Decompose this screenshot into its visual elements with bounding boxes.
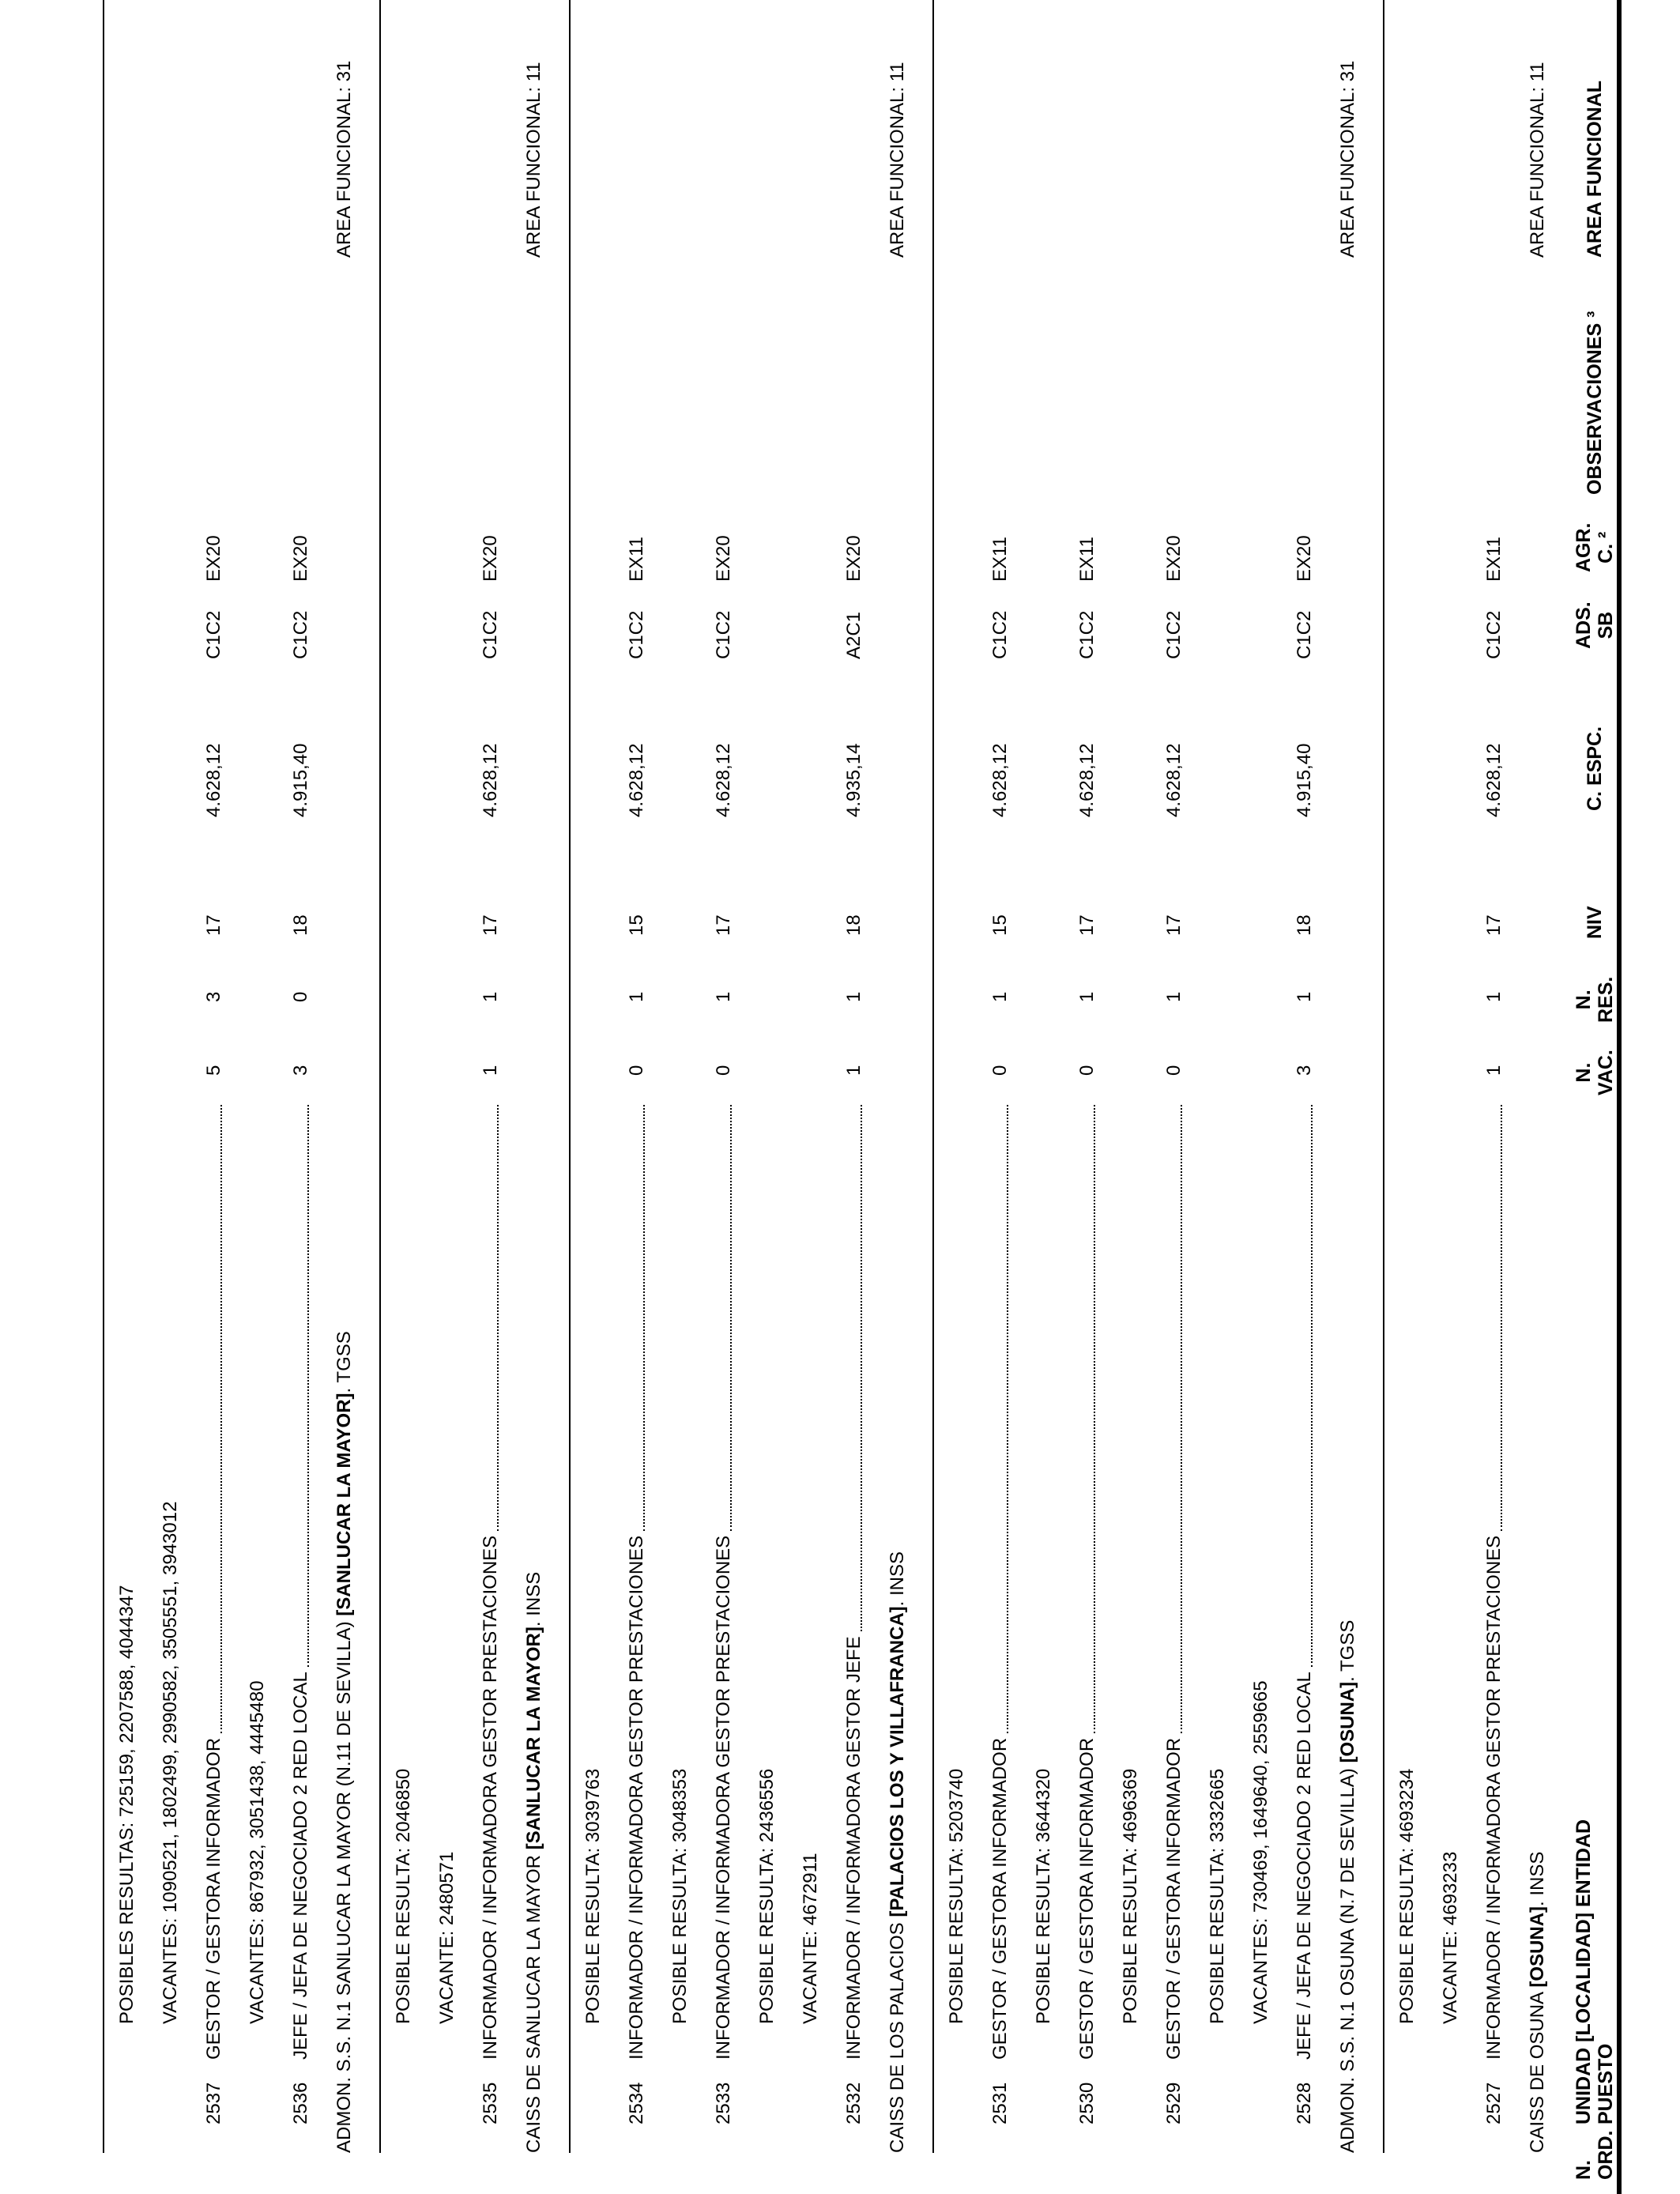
row-c-espc: 4.628,12	[1076, 743, 1098, 817]
row-puesto: GESTOR / GESTORA INFORMADOR	[203, 1737, 224, 2060]
row-ads-sb: C1C2	[626, 610, 647, 659]
row-detail: VACANTES: 730469, 1649640, 2559665	[1250, 1680, 1271, 2024]
dot-leader	[1181, 1105, 1182, 1733]
row-detail: POSIBLE RESULTA: 2436556	[756, 1768, 778, 2024]
area-funcional-value: AREA FUNCIONAL: 11	[1527, 62, 1548, 258]
row-detail: POSIBLE RESULTA: 2046850	[393, 1768, 414, 2024]
row-n-res: 1	[1294, 991, 1315, 1002]
row-ads-sb: C1C2	[480, 610, 501, 659]
row-niv: 15	[626, 914, 647, 936]
row-n-res: 1	[480, 991, 501, 1002]
unit-title	[523, 1572, 545, 2153]
dot-leader	[307, 1105, 309, 1667]
group-separator	[932, 0, 934, 2153]
unit-title-entity: . TGSS	[333, 1331, 355, 1393]
row-ord: 2529	[1163, 2082, 1185, 2124]
row-agr-c: EX20	[843, 535, 864, 582]
unit-title	[887, 1551, 909, 2153]
row-n-res: 1	[1076, 991, 1098, 1002]
header-n-ord: N. ORD.	[1573, 2130, 1617, 2180]
row-ord: 2531	[989, 2082, 1011, 2124]
row-puesto: GESTOR / GESTORA INFORMADOR	[1163, 1737, 1185, 2060]
unit-title-prefix: CAISS DE OSUNA	[1527, 1987, 1548, 2153]
row-n-vac: 0	[713, 1065, 734, 1076]
row-n-res: 3	[203, 991, 224, 1002]
row-n-res: 1	[713, 991, 734, 1002]
area-funcional-value: AREA FUNCIONAL: 11	[523, 62, 544, 258]
row-n-res: 0	[290, 991, 311, 1002]
row-n-vac: 1	[480, 1065, 501, 1076]
row-detail: POSIBLE RESULTA: 4693234	[1396, 1768, 1418, 2024]
row-ads-sb: C1C2	[1483, 610, 1505, 659]
unit-title-locality: [SANLUCAR LA MAYOR]	[333, 1393, 355, 1616]
row-ord: 2532	[843, 2082, 864, 2124]
row-agr-c: EX20	[713, 535, 734, 582]
row-detail: POSIBLES RESULTAS: 725159, 2207588, 4044347	[116, 1585, 137, 2024]
row-c-espc: 4.915,40	[1294, 743, 1315, 817]
unit-title	[333, 1331, 356, 2153]
row-agr-c: EX20	[203, 535, 224, 582]
header-niv: NIV	[1584, 906, 1606, 939]
row-ord: 2528	[1294, 2082, 1315, 2124]
row-niv: 17	[1163, 914, 1185, 936]
unit-title-locality: [OSUNA]	[1337, 1681, 1358, 1763]
dot-leader	[1094, 1105, 1095, 1733]
row-niv: 18	[1294, 914, 1315, 936]
unit-title-prefix: ADMON. S.S. N.1 OSUNA (N.7 DE SEVILLA)	[1337, 1762, 1358, 2153]
dot-leader	[1501, 1105, 1502, 1531]
row-n-res: 1	[626, 991, 647, 1002]
dot-leader	[1311, 1105, 1313, 1667]
area-funcional-value: AREA FUNCIONAL: 11	[887, 62, 908, 258]
dot-leader	[861, 1105, 862, 1631]
header-agr-c: AGR. C. ²	[1573, 522, 1617, 572]
row-ads-sb: C1C2	[713, 610, 734, 659]
row-detail: VACANTE: 4672911	[800, 1853, 821, 2024]
unit-title	[1337, 1620, 1359, 2153]
row-c-espc: 4.628,12	[713, 743, 734, 817]
row-agr-c: EX20	[480, 535, 501, 582]
row-agr-c: EX20	[1163, 535, 1185, 582]
row-c-espc: 4.935,14	[843, 743, 864, 817]
row-n-vac: 3	[1294, 1065, 1315, 1076]
group-separator	[379, 0, 381, 2153]
header-rule	[1617, 0, 1622, 2194]
row-niv: 17	[713, 914, 734, 936]
dot-leader	[730, 1105, 732, 1531]
row-ord: 2534	[626, 2082, 647, 2124]
row-n-vac: 3	[290, 1065, 311, 1076]
unit-title-entity: . TGSS	[1337, 1619, 1358, 1682]
row-c-espc: 4.915,40	[290, 743, 311, 817]
row-ads-sb: C1C2	[989, 610, 1011, 659]
row-detail: VACANTES: 867932, 3051438, 4445480	[247, 1680, 268, 2024]
row-ord: 2533	[713, 2082, 734, 2124]
unit-title-entity: . INSS	[1527, 1851, 1548, 1906]
row-ord: 2530	[1076, 2082, 1098, 2124]
header-n-vac: N. VAC.	[1573, 1050, 1617, 1095]
dot-leader	[220, 1105, 222, 1733]
row-ads-sb: C1C2	[1294, 610, 1315, 659]
row-niv: 18	[290, 914, 311, 936]
row-niv: 17	[203, 914, 224, 936]
row-c-espc: 4.628,12	[626, 743, 647, 817]
row-puesto: INFORMADOR / INFORMADORA GESTOR PRESTACIONES	[626, 1535, 647, 2060]
row-n-vac: 0	[1163, 1065, 1185, 1076]
row-agr-c: EX20	[1294, 535, 1315, 582]
row-detail: POSIBLE RESULTA: 3048353	[669, 1768, 691, 2024]
row-n-res: 1	[843, 991, 864, 1002]
group-separator	[103, 0, 104, 2153]
row-niv: 17	[1483, 914, 1505, 936]
row-n-vac: 0	[989, 1065, 1011, 1076]
row-ord: 2527	[1483, 2082, 1505, 2124]
row-c-espc: 4.628,12	[203, 743, 224, 817]
row-detail: POSIBLE RESULTA: 4696369	[1120, 1768, 1141, 2024]
row-agr-c: EX11	[626, 537, 647, 582]
unit-title-locality: [SANLUCAR LA MAYOR]	[523, 1627, 544, 1850]
row-detail: VACANTES: 1090521, 1802499, 2990582, 3505551, 3943012	[160, 1501, 181, 2024]
row-niv: 17	[1076, 914, 1098, 936]
header-unidad: UNIDAD [LOCALIDAD] ENTIDAD PUESTO	[1573, 1819, 1617, 2124]
row-n-res: 1	[1483, 991, 1505, 1002]
row-puesto: JEFE / JEFA DE NEGOCIADO 2 RED LOCAL	[1294, 1672, 1315, 2060]
row-niv: 18	[843, 914, 864, 936]
row-ads-sb: C1C2	[203, 610, 224, 659]
row-detail: POSIBLE RESULTA: 3039763	[582, 1768, 604, 2024]
header-observaciones: OBSERVACIONES ³	[1584, 311, 1606, 495]
row-puesto: INFORMADOR / INFORMADORA GESTOR PRESTACIONES	[480, 1535, 501, 2060]
row-n-vac: 1	[843, 1065, 864, 1076]
row-c-espc: 4.628,12	[1483, 743, 1505, 817]
row-detail: POSIBLE RESULTA: 5203740	[946, 1768, 967, 2024]
row-puesto: JEFE / JEFA DE NEGOCIADO 2 RED LOCAL	[290, 1672, 311, 2060]
dot-leader	[497, 1105, 499, 1531]
row-n-vac: 5	[203, 1065, 224, 1076]
row-niv: 15	[989, 914, 1011, 936]
row-agr-c: EX11	[989, 537, 1011, 582]
row-ord: 2535	[480, 2082, 501, 2124]
area-funcional-value: AREA FUNCIONAL: 31	[1337, 60, 1358, 258]
row-n-res: 1	[989, 991, 1011, 1002]
unit-title-prefix: CAISS DE LOS PALACIOS	[887, 1917, 908, 2153]
row-ads-sb: C1C2	[1163, 610, 1185, 659]
unit-title-prefix: ADMON. S.S. N.1 SANLUCAR LA MAYOR (N.11 DE SEVILLA)	[333, 1615, 355, 2153]
unit-title-entity: . INSS	[523, 1571, 544, 1627]
row-c-espc: 4.628,12	[480, 743, 501, 817]
unit-title-prefix: CAISS DE SANLUCAR LA MAYOR	[523, 1849, 544, 2153]
row-c-espc: 4.628,12	[1163, 743, 1185, 817]
row-puesto: GESTOR / GESTORA INFORMADOR	[1076, 1737, 1098, 2060]
row-ads-sb: C1C2	[1076, 610, 1098, 659]
unit-title-locality: [PALACIOS LOS Y VILLAFRANCA]	[887, 1606, 908, 1917]
unit-title-locality: [OSUNA]	[1527, 1906, 1548, 1988]
dot-leader	[643, 1105, 645, 1531]
row-detail: POSIBLE RESULTA: 3644320	[1033, 1768, 1054, 2024]
row-c-espc: 4.628,12	[989, 743, 1011, 817]
row-detail: VACANTE: 4693233	[1440, 1851, 1461, 2024]
unit-title	[1527, 1852, 1549, 2153]
header-ads-sb: ADS. SB	[1573, 601, 1617, 649]
group-separator	[569, 0, 571, 2153]
row-detail: POSIBLE RESULTA: 3332665	[1207, 1768, 1228, 2024]
row-n-vac: 1	[1483, 1065, 1505, 1076]
row-puesto: INFORMADOR / INFORMADORA GESTOR JEFE	[843, 1636, 864, 2060]
header-n-res: N. RES.	[1573, 976, 1617, 1023]
header-area-funcional: AREA FUNCIONAL	[1584, 80, 1606, 258]
row-agr-c: EX20	[290, 535, 311, 582]
row-n-vac: 0	[1076, 1065, 1098, 1076]
area-funcional-value: AREA FUNCIONAL: 31	[333, 60, 355, 258]
row-puesto: INFORMADOR / INFORMADORA GESTOR PRESTACIONES	[1483, 1535, 1505, 2060]
row-puesto: INFORMADOR / INFORMADORA GESTOR PRESTACIONES	[713, 1535, 734, 2060]
header-c-espc: C. ESPC.	[1584, 726, 1606, 811]
row-ord: 2537	[203, 2082, 224, 2124]
row-agr-c: EX11	[1483, 537, 1505, 582]
row-ord: 2536	[290, 2082, 311, 2124]
row-agr-c: EX11	[1076, 537, 1098, 582]
row-n-vac: 0	[626, 1065, 647, 1076]
row-ads-sb: C1C2	[290, 610, 311, 659]
row-niv: 17	[480, 914, 501, 936]
dot-leader	[1007, 1105, 1008, 1733]
row-detail: VACANTE: 2480571	[436, 1851, 458, 2024]
row-n-res: 1	[1163, 991, 1185, 1002]
row-ads-sb: A2C1	[843, 611, 864, 659]
row-puesto: GESTOR / GESTORA INFORMADOR	[989, 1737, 1011, 2060]
group-separator	[1383, 0, 1384, 2153]
unit-title-entity: . INSS	[887, 1551, 908, 1607]
